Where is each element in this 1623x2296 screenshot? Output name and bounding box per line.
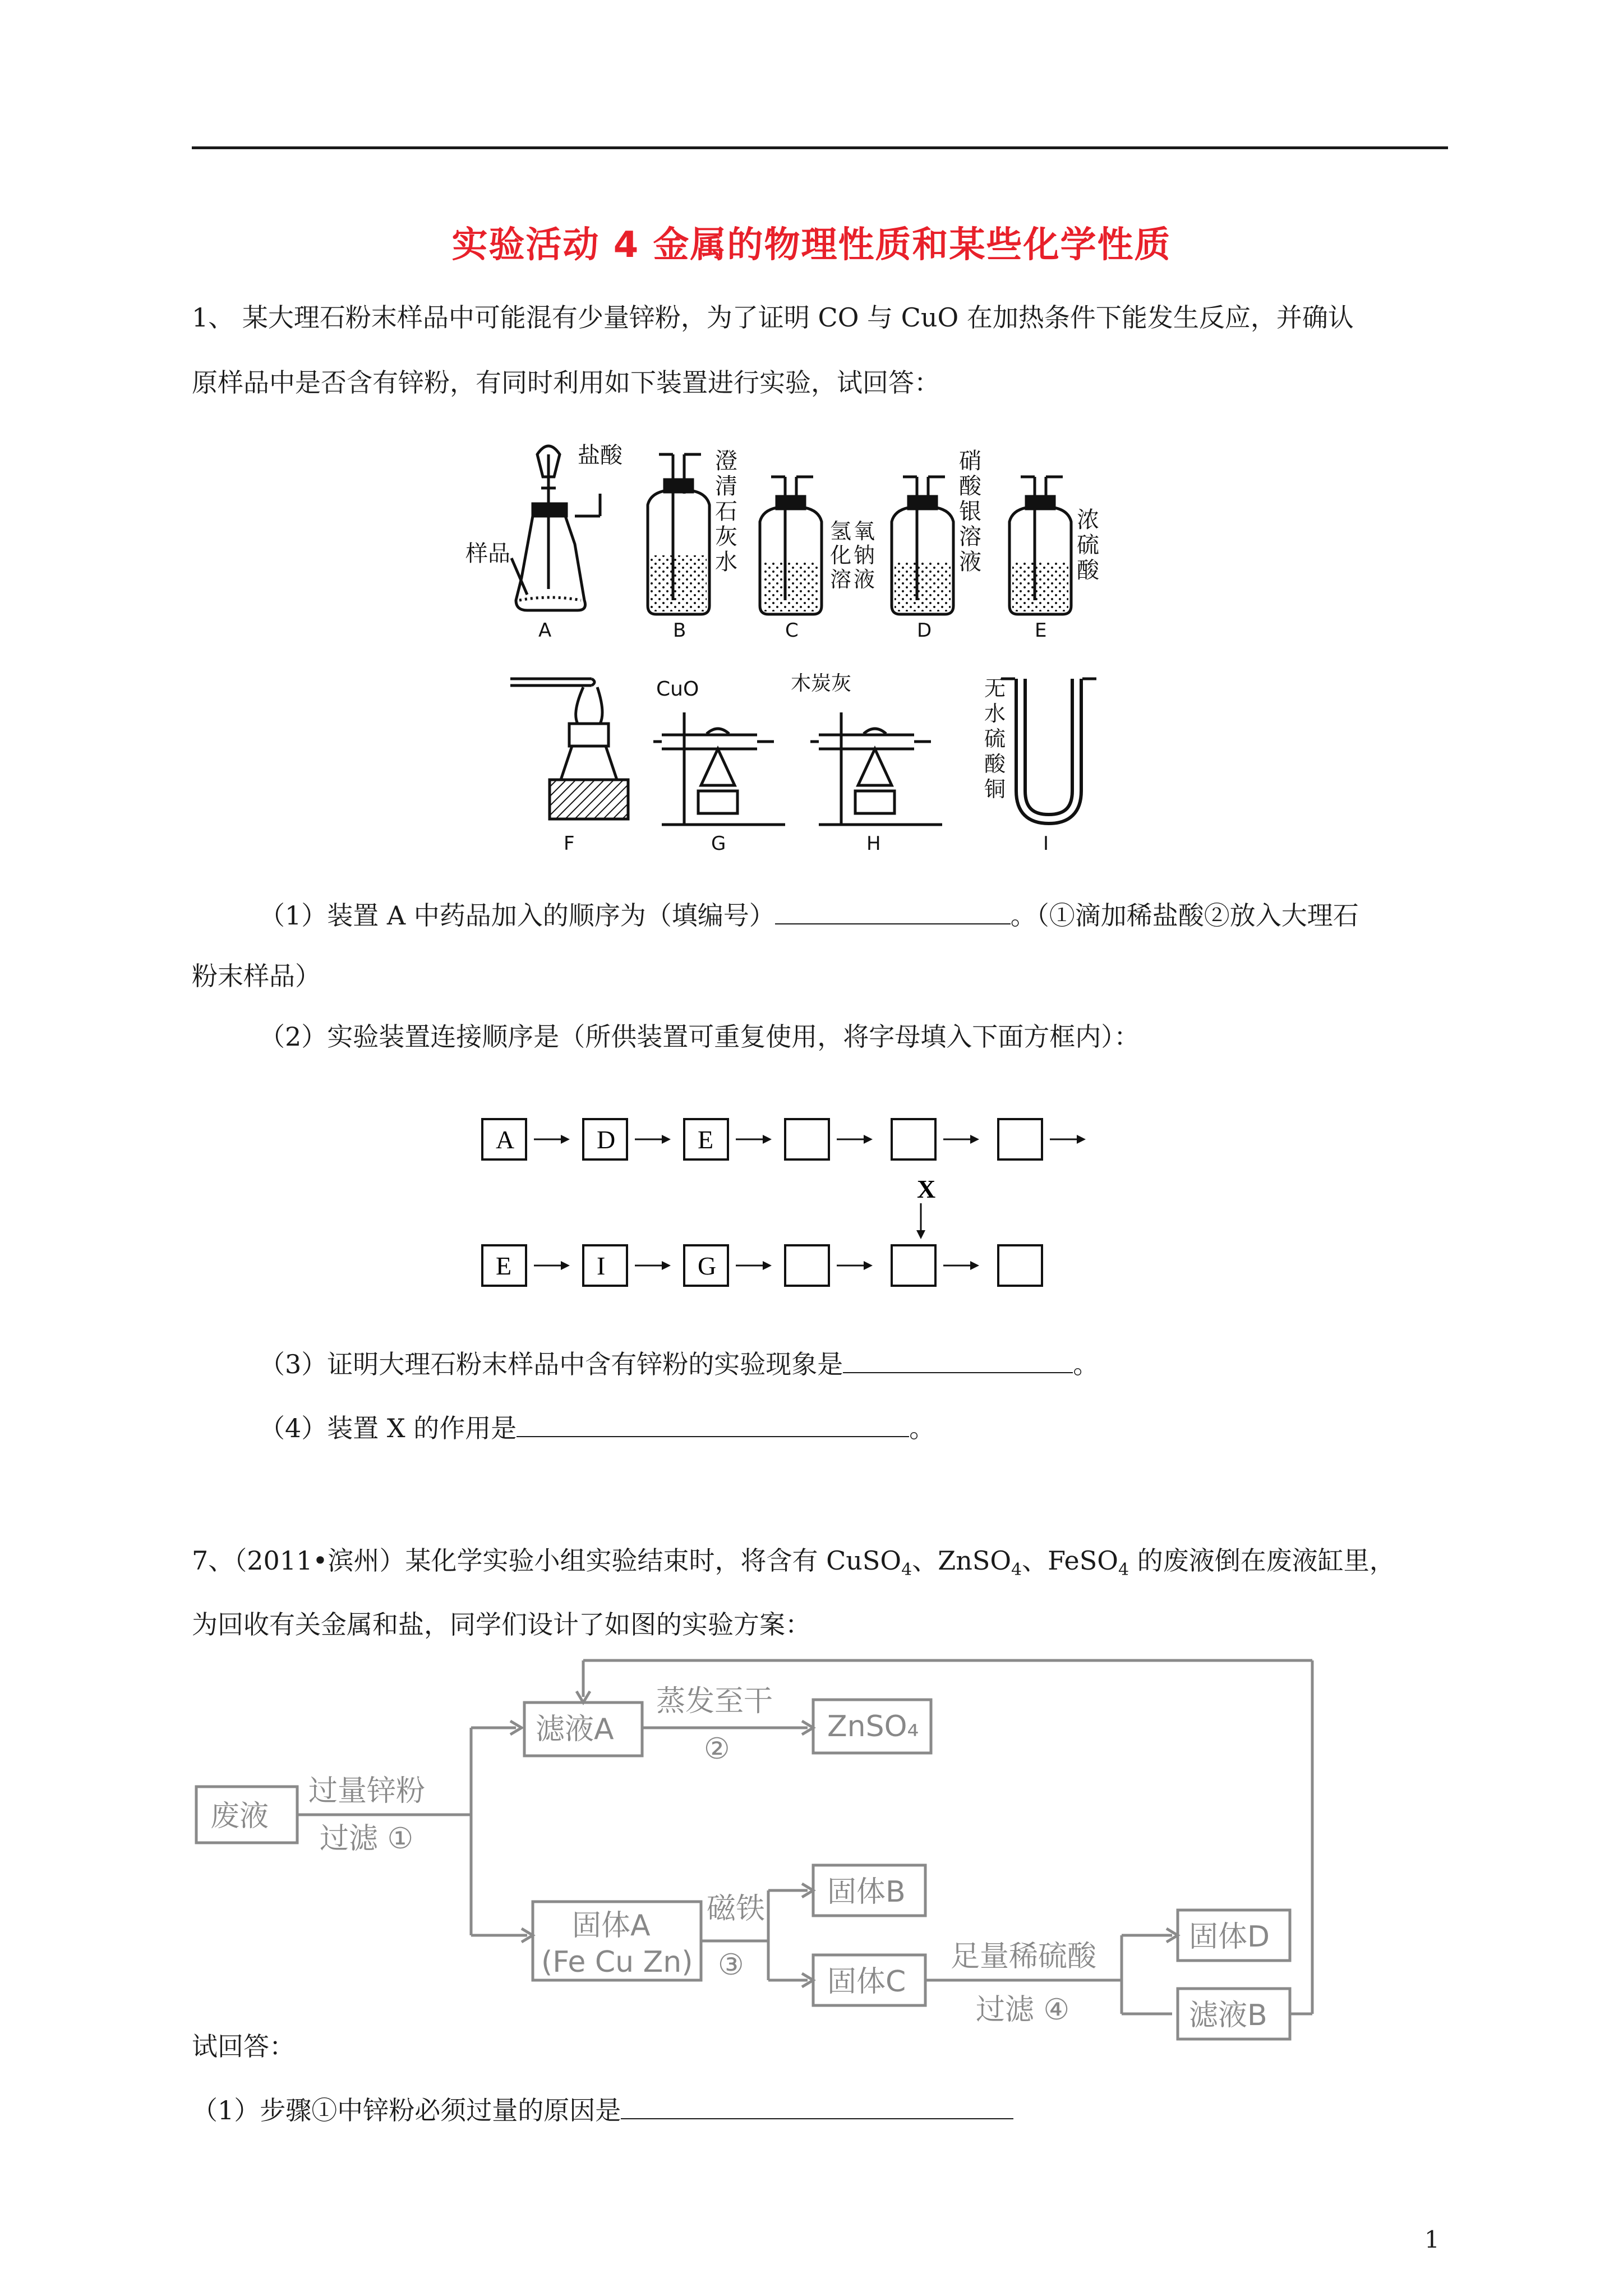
chain-box-r1-5[interactable]	[998, 1119, 1042, 1159]
svg-text:化: 化	[830, 543, 852, 568]
q1-sub1-line: （1）装置 A 中药品加入的顺序为（填编号） 。（①滴加稀盐酸②放入大理石	[259, 890, 1359, 941]
svg-text:澄: 澄	[715, 448, 737, 474]
chain-arrowhead-r2-3	[864, 1261, 873, 1270]
chain-letter-r1-1: D	[597, 1125, 616, 1154]
svg-text:液: 液	[854, 567, 875, 592]
svg-text:银: 银	[959, 499, 981, 524]
chain-arrowhead-r2-4	[970, 1261, 979, 1270]
flow-step2: ②	[704, 1732, 730, 1766]
label-hydrochloric-acid: 盐酸	[578, 443, 623, 468]
apparatus-h	[810, 712, 942, 825]
label-charcoal: 木炭灰	[791, 672, 852, 695]
svg-text:氧: 氧	[854, 519, 875, 544]
letter-i: I	[1043, 832, 1049, 855]
q7-sub1-line: （1）步骤①中锌粉必须过量的原因是	[192, 2085, 1013, 2136]
chain-box-r2-4[interactable]	[892, 1245, 935, 1286]
q1-line1: 1、 某大理石粉末样品中可能混有少量锌粉，为了证明 CO 与 CuO 在加热条件下能发生反应，并确认	[192, 302, 1354, 333]
flow-acid: 足量稀硫酸	[951, 1940, 1097, 1973]
svg-text:酸: 酸	[959, 473, 981, 499]
flow-solid-b: 固体B	[827, 1875, 906, 1909]
flow-filtrate-b: 滤液B	[1189, 1999, 1267, 2032]
q7-line1: 7、（2011•滨州）某化学实验小组实验结束时，将含有 CuSO$_4$、ZnSO$_4$、FeSO$_4$ 的废液倒在废液缸里，	[192, 1545, 1395, 1580]
flow-solid-a-1: 固体A	[572, 1909, 651, 1943]
label-i-cuso4	[984, 676, 1006, 802]
letter-h: H	[866, 832, 881, 855]
apparatus-i	[1001, 679, 1096, 819]
svg-text:灰: 灰	[715, 524, 737, 550]
label-e-sulfuric-acid	[1077, 507, 1100, 583]
svg-text:无: 无	[984, 676, 1006, 701]
page-title: 实验活动 4 金属的物理性质和某些化学性质	[451, 224, 1172, 266]
svg-text:硫: 硫	[1077, 532, 1099, 558]
q1-sub3-line: （3）证明大理石粉末样品中含有锌粉的实验现象是 。	[259, 1338, 1099, 1390]
apparatus-c	[760, 477, 822, 614]
chain-box-r2-3[interactable]	[785, 1245, 829, 1286]
flow-evaporate: 蒸发至干	[656, 1685, 773, 1718]
q1-sub2: （2）实验装置连接顺序是（所供装置可重复使用，将字母填入下面方框内）：	[259, 1022, 1140, 1052]
page-number: 1	[1424, 2226, 1440, 2253]
svg-text:钠: 钠	[854, 543, 875, 568]
chain-arrowhead-r1-2	[763, 1135, 772, 1144]
letter-b: B	[673, 619, 686, 642]
q7-sub1-blank[interactable]	[621, 2092, 1013, 2119]
apparatus-g	[653, 712, 785, 825]
flow-solid-d: 固体D	[1189, 1920, 1270, 1954]
svg-text:硫: 硫	[984, 726, 1006, 751]
apparatus-figure	[437, 432, 1166, 858]
chain-letter-r2-2: G	[698, 1251, 717, 1280]
chain-arrowhead-r2-1	[662, 1261, 671, 1270]
label-c-naoh	[830, 519, 875, 592]
chain-letter-r2-0: E	[496, 1251, 512, 1280]
svg-text:浓: 浓	[1077, 507, 1099, 533]
chain-arrowhead-r1-1	[662, 1135, 671, 1144]
apparatus-a	[511, 446, 600, 610]
flow-znso4: ZnSO₄	[827, 1710, 919, 1743]
svg-text:酸: 酸	[1077, 558, 1099, 583]
svg-text:溶: 溶	[959, 524, 981, 550]
letter-e: E	[1035, 619, 1047, 642]
chain-arrowhead-r1-3	[864, 1135, 873, 1144]
letter-g: G	[711, 832, 726, 855]
q1-sub4-line: （4）装置 X 的作用是 。	[259, 1402, 935, 1454]
apparatus-f	[510, 679, 628, 819]
svg-text:石: 石	[715, 499, 737, 524]
flow-solid-c: 固体C	[827, 1965, 906, 1999]
flow-filtrate-a: 滤液A	[536, 1713, 614, 1746]
chain-box-r1-3[interactable]	[785, 1119, 829, 1159]
flow-step1-top: 过量锌粉	[308, 1774, 426, 1808]
svg-text:酸: 酸	[984, 752, 1006, 776]
chain-box-r1-4[interactable]	[892, 1119, 935, 1159]
chain-letter-r1-0: A	[496, 1125, 515, 1154]
label-sample: 样品	[465, 541, 510, 567]
q1-line2: 原样品中是否含有锌粉，有同时利用如下装置进行实验，试回答：	[192, 367, 940, 398]
chain-arrowhead-r2-0	[561, 1261, 570, 1270]
flow-solid-a-2: (Fe Cu Zn)	[541, 1945, 693, 1979]
flow-step1-bottom: 过滤 ①	[320, 1822, 414, 1856]
chain-x-label: X	[917, 1175, 936, 1203]
label-d-silver-nitrate	[959, 448, 982, 575]
flow-step4: 过滤 ④	[976, 1993, 1070, 2027]
chain-arrowhead-r1-4	[970, 1135, 979, 1144]
letter-f: F	[564, 832, 575, 855]
svg-text:氢: 氢	[830, 519, 852, 544]
label-b-limewater	[715, 448, 737, 575]
chain-arrowhead-r1-5	[1077, 1135, 1086, 1144]
svg-text:铜: 铜	[984, 777, 1006, 802]
q1-sub3-blank[interactable]	[843, 1346, 1073, 1373]
recovery-flowchart	[191, 1655, 1335, 2032]
q7-answer-prompt: 试回答：	[192, 2031, 295, 2062]
chain-box-r2-5[interactable]	[998, 1245, 1042, 1286]
chain-arrowhead-r1-0	[561, 1135, 570, 1144]
chain-arrowhead-r2-2	[763, 1261, 772, 1270]
label-cuo: CuO	[656, 678, 699, 701]
q7-line2: 为回收有关金属和盐，同学们设计了如图的实验方案：	[192, 1609, 811, 1640]
svg-text:溶: 溶	[830, 567, 852, 592]
apparatus-e	[1009, 477, 1071, 614]
flow-waste: 废液	[210, 1800, 269, 1833]
flow-magnet: 磁铁	[707, 1892, 766, 1926]
q1-sub1-blank[interactable]	[775, 898, 1011, 924]
connection-chain	[482, 1114, 1155, 1304]
svg-text:液: 液	[959, 549, 981, 575]
q1-sub4-blank[interactable]	[517, 1410, 909, 1437]
apparatus-d	[892, 477, 953, 614]
flow-step3: ③	[718, 1948, 744, 1982]
svg-text:水: 水	[715, 549, 737, 575]
apparatus-b	[648, 454, 709, 614]
q1-sub1-cont: 粉末样品）	[192, 961, 321, 991]
letter-a: A	[538, 619, 552, 642]
svg-text:硝: 硝	[959, 448, 981, 474]
header-rule	[192, 146, 1448, 149]
svg-text:水: 水	[984, 701, 1006, 726]
chain-letter-r1-2: E	[698, 1125, 714, 1154]
chain-letter-r2-1: I	[597, 1251, 606, 1280]
letter-d: D	[917, 619, 932, 642]
letter-c: C	[785, 619, 799, 642]
svg-text:清: 清	[715, 473, 737, 499]
